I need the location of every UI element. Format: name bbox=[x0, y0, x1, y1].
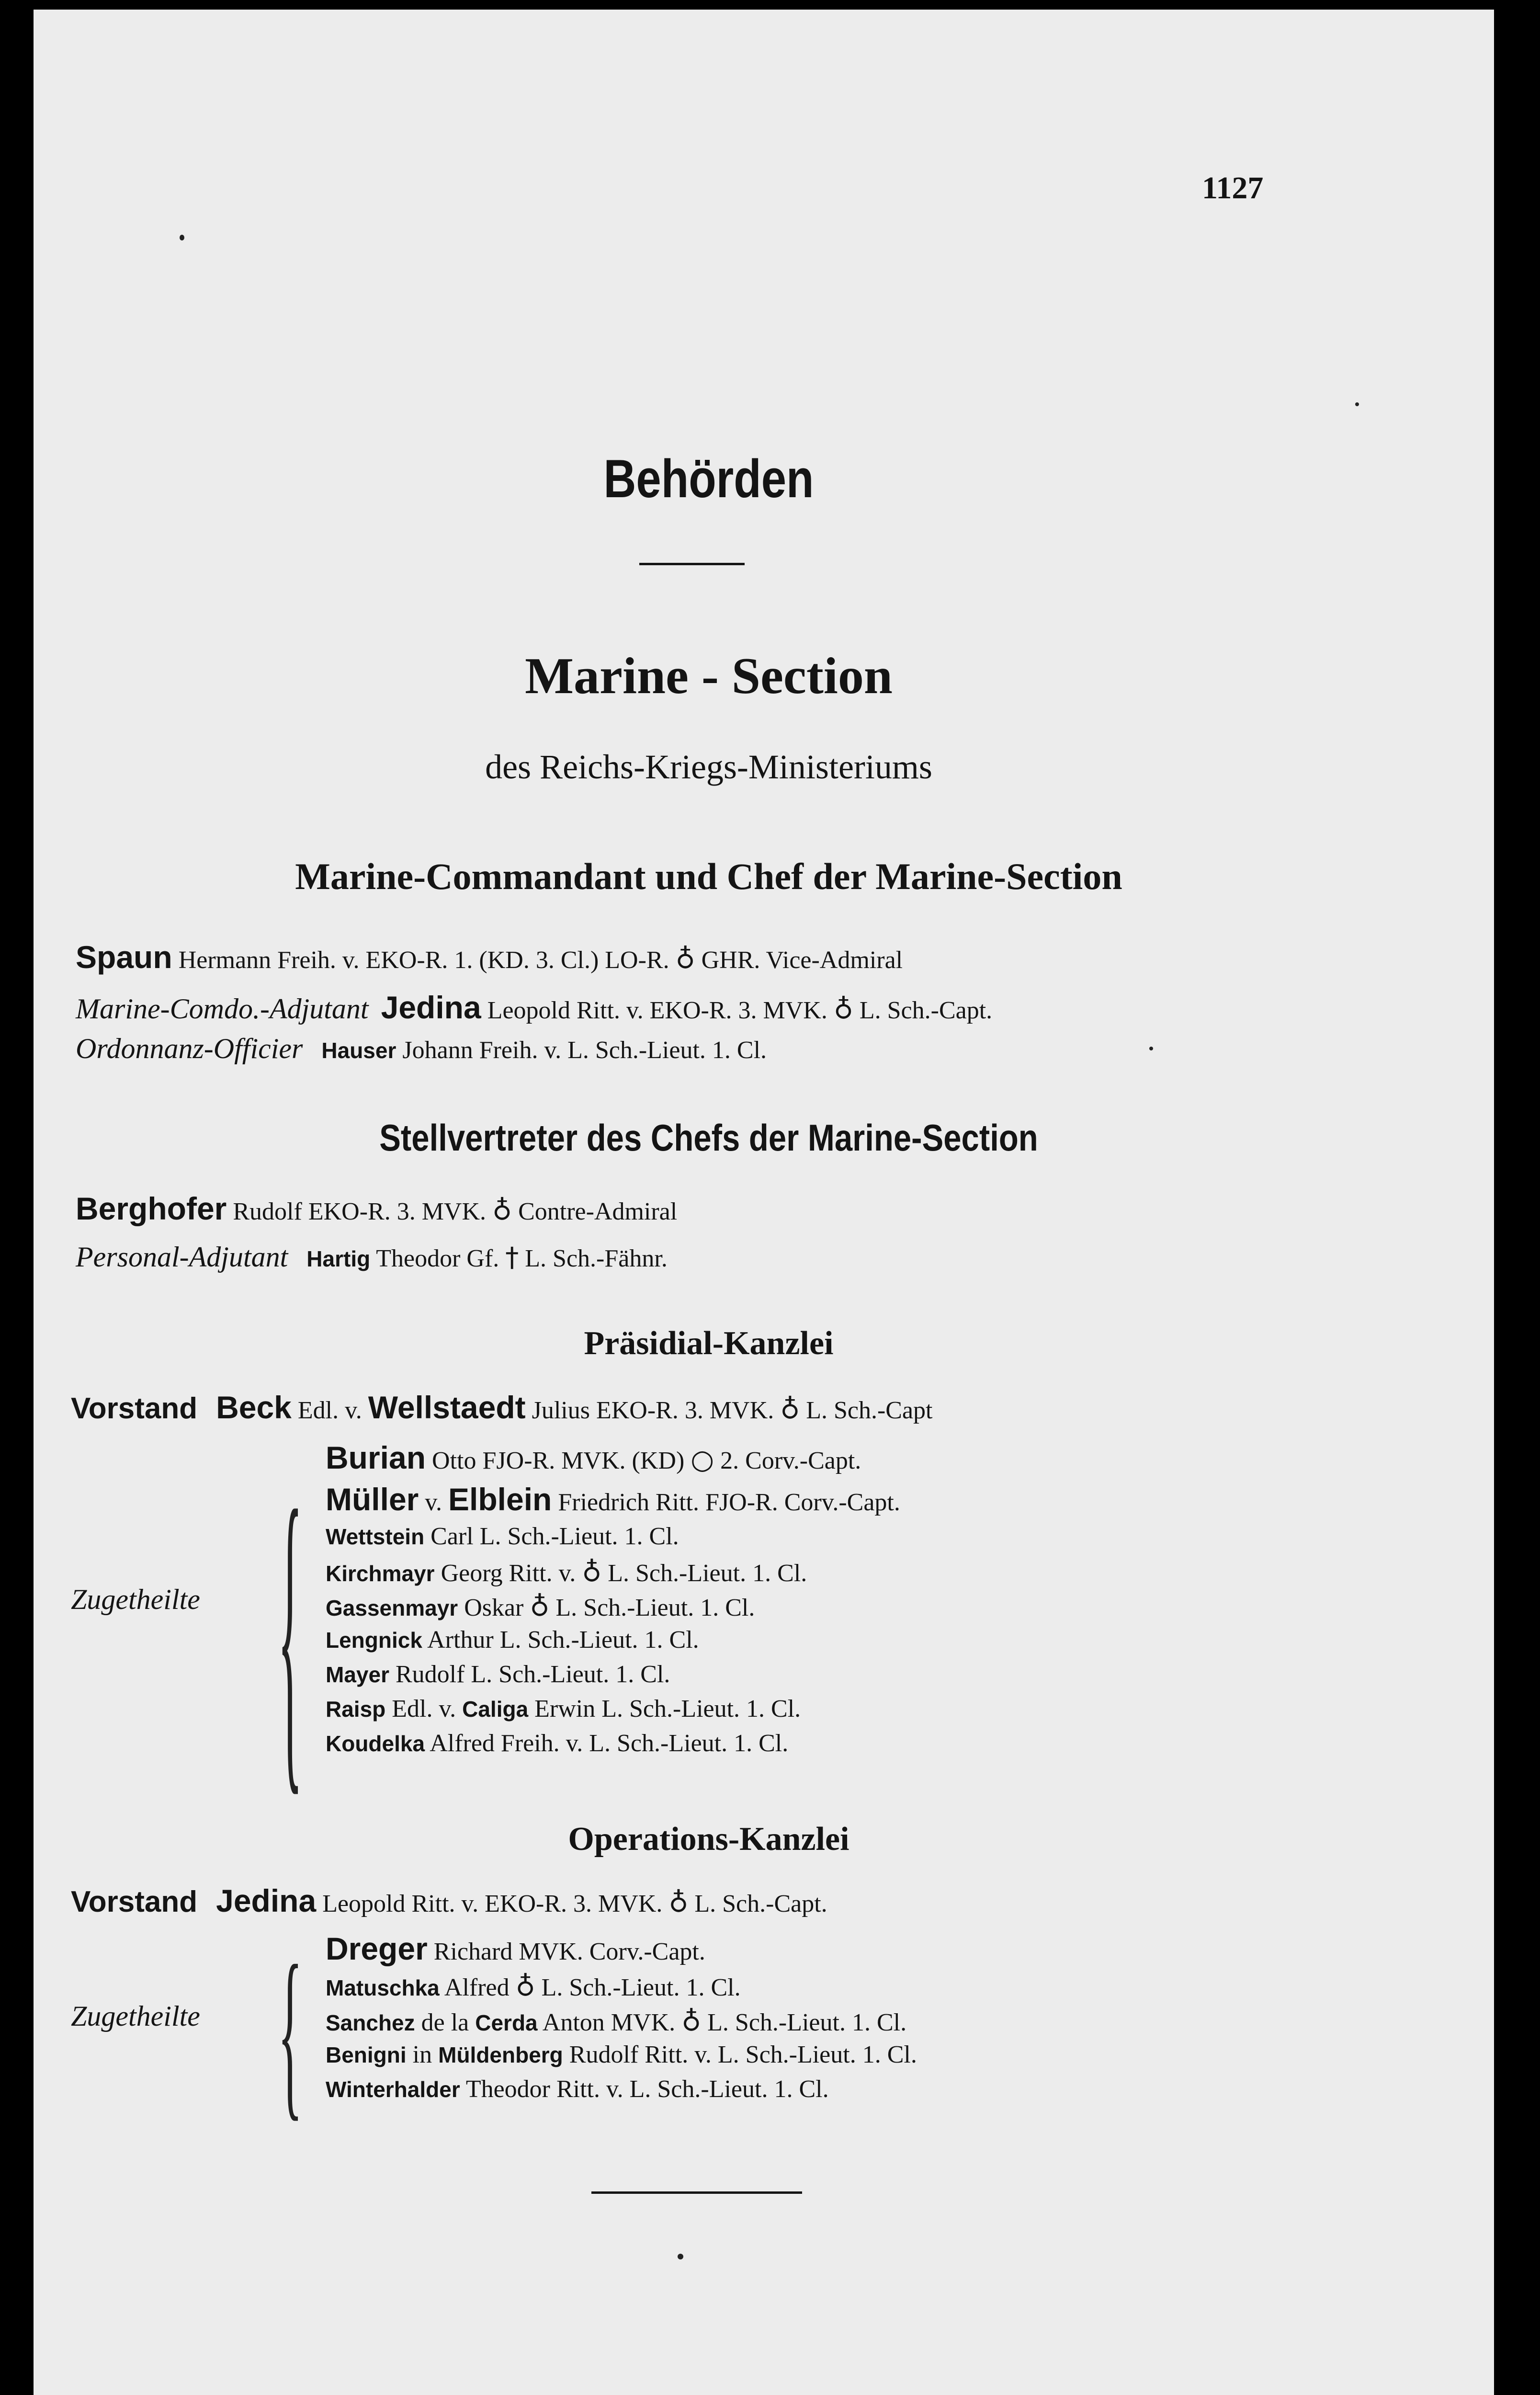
list-item: Raisp Edl. v. Caliga Erwin L. Sch.-Lieut. 1. Cl. bbox=[326, 1695, 801, 1722]
vorstand-details: Julius EKO-R. 3. MVK. bbox=[532, 1397, 774, 1424]
commandant-rank: GHR. Vice-Admiral bbox=[701, 947, 903, 974]
commandant-details: Hermann Freih. v. EKO-R. 1. (KD. 3. Cl.) LO-R. bbox=[178, 947, 669, 974]
cross-icon: † bbox=[505, 1242, 519, 1273]
list-item: Sanchez de la Cerda Anton MVK. ♁ L. Sch.-Lieut. 1. Cl. bbox=[326, 2006, 907, 2037]
scan-speck bbox=[180, 235, 184, 240]
deputy-heading: Stellvertreter des Chefs der Marine-Section bbox=[379, 1117, 1038, 1159]
personal-adjutant-name: Hartig bbox=[306, 1246, 371, 1271]
ordonnanz-role: Ordonnanz-Officier bbox=[76, 1033, 303, 1064]
list-item: Dreger Richard MVK. Corv.-Capt. bbox=[326, 1931, 705, 1966]
decoration-icon: ♁ bbox=[530, 1591, 550, 1622]
personal-adjutant-role: Personal-Adjutant bbox=[76, 1241, 288, 1273]
list-item: Burian Otto FJO-R. MVK. (KD) ○ 2. Corv.-Capt. bbox=[326, 1440, 861, 1475]
vorstand-rank: L. Sch.-Capt. bbox=[694, 1890, 827, 1917]
list-item: Lengnick Arthur L. Sch.-Lieut. 1. Cl. bbox=[326, 1626, 699, 1654]
personal-adjutant-entry bbox=[76, 1241, 668, 1274]
scan-speck bbox=[1149, 1047, 1153, 1050]
vorstand-particle: Edl. v. bbox=[297, 1397, 362, 1424]
list-item: Gassenmayr Oskar ♁ L. Sch.-Lieut. 1. Cl. bbox=[326, 1591, 755, 1622]
list-item: Winterhalder Theodor Ritt. v. L. Sch.-Lieut. 1. Cl. bbox=[326, 2076, 829, 2103]
decoration-icon: ♁ bbox=[675, 944, 695, 975]
scanned-page bbox=[34, 10, 1494, 2395]
decoration-icon: ♁ bbox=[515, 1971, 535, 2002]
decoration-icon: ♁ bbox=[681, 2006, 702, 2037]
operations-vorstand-entry bbox=[71, 1882, 827, 1919]
list-item: Benigni in Müldenberg Rudolf Ritt. v. L. Sch.-Lieut. 1. Cl. bbox=[326, 2041, 917, 2068]
deputy-name: Berghofer bbox=[76, 1191, 227, 1226]
adjutant-name: Jedina bbox=[381, 990, 481, 1025]
section-subtitle: des Reichs-Kriegs-Ministeriums bbox=[485, 748, 932, 786]
scan-speck bbox=[678, 2254, 683, 2259]
decoration-icon: ♁ bbox=[833, 994, 853, 1025]
list-item: Kirchmayr Georg Ritt. v. ♁ L. Sch.-Lieut. 1. Cl. bbox=[326, 1557, 807, 1588]
operations-brace: { bbox=[278, 1926, 303, 2137]
decoration-icon: ♁ bbox=[492, 1195, 512, 1226]
decoration-icon: ♁ bbox=[582, 1557, 602, 1588]
section-title: Marine - Section bbox=[525, 648, 893, 705]
page-heading: Behörden bbox=[603, 449, 814, 509]
closing-rule bbox=[591, 2191, 802, 2194]
decoration-icon: ♁ bbox=[668, 1887, 689, 1918]
commandant-entry bbox=[76, 939, 903, 975]
vorstand-label: Vorstand bbox=[71, 1885, 198, 1918]
adjutant-rank: L. Sch.-Capt. bbox=[859, 997, 993, 1024]
personal-adjutant-rank: L. Sch.-Fähnr. bbox=[525, 1245, 668, 1272]
praesidial-heading: Präsidial-Kanzlei bbox=[584, 1325, 834, 1362]
vorstand-details: Leopold Ritt. v. EKO-R. 3. MVK. bbox=[322, 1890, 663, 1917]
heading-rule bbox=[639, 563, 745, 565]
adjutant-details: Leopold Ritt. v. EKO-R. 3. MVK. bbox=[487, 997, 827, 1024]
circle-icon: ○ bbox=[691, 1444, 714, 1475]
vorstand-name: Beck bbox=[216, 1390, 292, 1425]
commandant-heading: Marine-Commandant und Chef der Marine-Section bbox=[295, 855, 1122, 897]
operations-heading: Operations-Kanzlei bbox=[568, 1821, 849, 1858]
praesidial-group-label: Zugetheilte bbox=[71, 1584, 200, 1615]
ordonnanz-details: Johann Freih. v. L. Sch.-Lieut. 1. Cl. bbox=[402, 1037, 767, 1064]
personal-adjutant-details: Theodor Gf. bbox=[376, 1245, 499, 1272]
page-number: 1127 bbox=[1202, 171, 1264, 205]
deputy-details: Rudolf EKO-R. 3. MVK. bbox=[233, 1198, 487, 1225]
commandant-name: Spaun bbox=[76, 939, 172, 975]
deputy-rank: Contre-Admiral bbox=[518, 1198, 678, 1225]
vorstand-name: Jedina bbox=[216, 1883, 317, 1918]
praesidial-vorstand-entry bbox=[71, 1389, 933, 1426]
vorstand-rank: L. Sch.-Capt bbox=[806, 1397, 933, 1424]
list-item: Matuschka Alfred ♁ L. Sch.-Lieut. 1. Cl. bbox=[326, 1971, 741, 2002]
operations-group-label: Zugetheilte bbox=[71, 2000, 200, 2032]
list-item: Mayer Rudolf L. Sch.-Lieut. 1. Cl. bbox=[326, 1661, 670, 1688]
scan-speck bbox=[1355, 402, 1359, 406]
decoration-icon: ♁ bbox=[780, 1394, 800, 1425]
praesidial-brace: { bbox=[278, 1440, 303, 1823]
ordonnanz-entry bbox=[76, 1032, 767, 1065]
adjutant-entry bbox=[76, 989, 992, 1026]
list-item: Wettstein Carl L. Sch.-Lieut. 1. Cl. bbox=[326, 1523, 679, 1550]
vorstand-name-2: Wellstaedt bbox=[368, 1390, 526, 1425]
deputy-entry bbox=[76, 1190, 677, 1227]
adjutant-role: Marine-Comdo.-Adjutant bbox=[76, 993, 369, 1025]
vorstand-label: Vorstand bbox=[71, 1392, 198, 1425]
list-item: Koudelka Alfred Freih. v. L. Sch.-Lieut. 1. Cl. bbox=[326, 1730, 789, 1757]
ordonnanz-name: Hauser bbox=[321, 1038, 396, 1063]
list-item: Müller v. Elblein Friedrich Ritt. FJO-R. Corv.-Capt. bbox=[326, 1482, 900, 1517]
